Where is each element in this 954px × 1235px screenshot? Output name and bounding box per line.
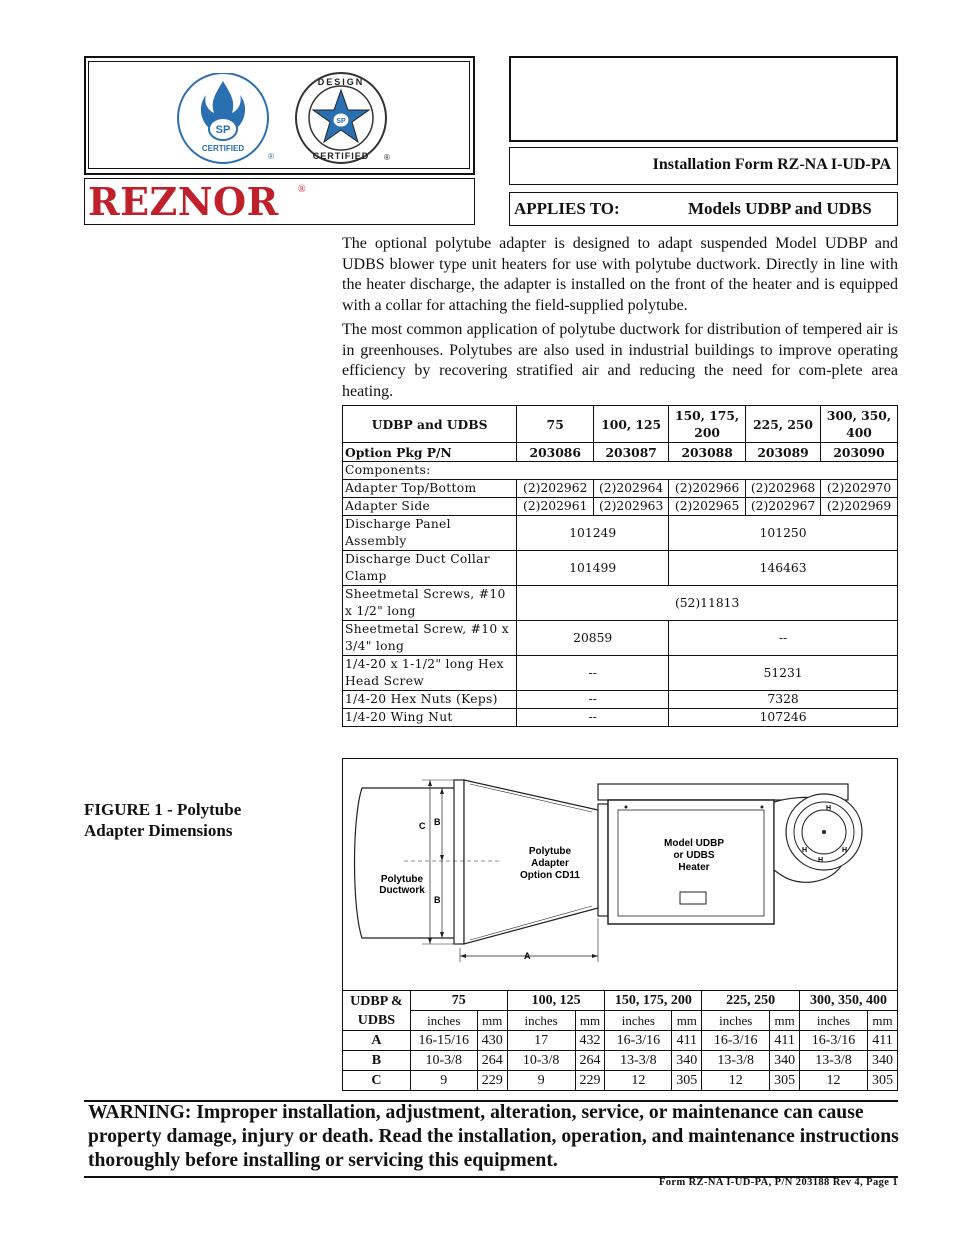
figure-caption: FIGURE 1 - Polytube Adapter Dimensions — [84, 800, 242, 840]
table-row: B 10-3/8 264 10-3/8 264 13-3/8 340 13-3/8 340 13-3/8 340 — [343, 1051, 898, 1071]
svg-text:H: H — [826, 805, 832, 812]
svg-text:H: H — [802, 847, 808, 854]
polytube-adapter-diagram — [342, 758, 898, 990]
polytube-label: Polytube — [380, 874, 424, 885]
svg-text:CERTIFIED: CERTIFIED — [312, 151, 370, 161]
heater-label-3: Heater — [678, 862, 710, 873]
table-row: Option Pkg P/N 203086 203087 203088 203089 203090 — [343, 443, 898, 462]
header-cell: 100, 125 — [594, 406, 669, 443]
parts-header-row — [343, 406, 898, 443]
form-label: Installation Form RZ-NA I-UD-PA — [509, 147, 898, 185]
csa-certified-logo — [176, 73, 276, 165]
table-row: 1/4-20 x 1-1/2" long Hex Head Screw -- 51231 — [343, 656, 898, 691]
svg-text:DESIGN: DESIGN — [317, 77, 365, 87]
table-row: A 16-15/16 430 17 432 16-3/16 411 16-3/16 411 16-3/16 411 — [343, 1031, 898, 1051]
applies-models: Models UDBP and UDBS — [688, 199, 872, 218]
heater-label-2: or UDBS — [673, 850, 715, 861]
table-row: Adapter Side (2)202961 (2)202963 (2)202965 (2)202967 (2)202969 — [343, 498, 898, 516]
header-cell: UDBP and UDBS — [343, 406, 517, 443]
header-cell: 225, 250 — [746, 406, 821, 443]
applies-label: APPLIES TO: — [514, 199, 620, 218]
warning-text: WARNING: Improper installation, adjustment, alteration, service, or maintenance can cause property damage, injury or death. Read the installation, operation, and maintenance instructions thoroughly before installing or servicing this equipment. — [88, 1102, 899, 1172]
header-cell: 300, 350, 400 — [821, 406, 898, 443]
table-row: Adapter Top/Bottom (2)202962 (2)202964 (2)202966 (2)202968 (2)202970 — [343, 480, 898, 498]
intro-paragraph-2: The most common application of polytube ductwork for distribution of tempered air is in greenhouses. Polytubes are also used in industrial buildings to improve operating efficiency by recovering stratified air and reducing the need for com-plete area heating. — [342, 321, 898, 400]
dims-group-row: UDBP & UDBS 75 100, 125 150, 175, 200 225, 250 300, 350, 400 — [343, 991, 898, 1011]
table-row: Sheetmetal Screws, #10 x 1/2" long (52)11813 — [343, 586, 898, 621]
title-box — [509, 56, 898, 142]
table-row: 1/4-20 Hex Nuts (Keps) -- 7328 — [343, 691, 898, 709]
parts-table — [342, 405, 898, 727]
table-row: 1/4-20 Wing Nut -- 107246 — [343, 709, 898, 727]
intro-paragraph-1: The optional polytube adapter is designed to adapt suspended Model UDBP and UDBS blower type unit heaters for use with polytube ductwork. Directly in line with the heater discharge, the adapter is installed on the front of the heater and is equipped with a collar for attaching the field-supplied polytube. — [342, 235, 898, 314]
ductwork-label: Ductwork — [379, 885, 425, 896]
svg-text:H: H — [842, 847, 848, 854]
brand-logo: REZNOR — [88, 179, 279, 224]
page-footer: Form RZ-NA I-UD-PA, P/N 203188 Rev 4, Page 1 — [658, 1177, 898, 1188]
svg-text:SP: SP — [215, 124, 231, 136]
dim-a-label: A — [524, 951, 531, 961]
header-cell: 150, 175, 200 — [669, 406, 746, 443]
applies-to — [509, 192, 898, 226]
table-row: Components: — [343, 462, 898, 480]
registered-mark: ® — [298, 184, 306, 195]
heater-label-1: Model UDBP — [664, 838, 724, 849]
header-cell: 75 — [517, 406, 594, 443]
dimensions-table — [342, 990, 898, 1091]
table-row: C 9 229 9 229 12 305 12 305 12 305 — [343, 1071, 898, 1091]
design-certified-logo — [294, 72, 392, 166]
adapter-label-2: Adapter — [531, 858, 569, 869]
table-row: Discharge Duct Collar Clamp 101499 146463 — [343, 551, 898, 586]
svg-text:CERTIFIED: CERTIFIED — [201, 144, 245, 153]
table-row: Discharge Panel Assembly 101249 101250 — [343, 516, 898, 551]
dim-c-label: C — [419, 821, 426, 831]
adapter-label-1: Polytube — [528, 846, 572, 857]
svg-text:®: ® — [384, 153, 390, 162]
table-row: Sheetmetal Screw, #10 x 3/4" long 20859 -- — [343, 621, 898, 656]
logo-frame-inner — [88, 61, 470, 169]
dim-b-top-label: B — [434, 817, 441, 827]
svg-text:®: ® — [268, 152, 274, 161]
dims-corner: UDBP & UDBS — [343, 991, 411, 1031]
svg-text:SP: SP — [336, 118, 346, 125]
adapter-label-3: Option CD11 — [519, 870, 581, 881]
svg-text:H: H — [818, 857, 824, 864]
dim-b-bottom-label: B — [434, 895, 441, 905]
dims-unit-row: inches mm inches mm inches mm inches mm inches mm — [343, 1011, 898, 1031]
